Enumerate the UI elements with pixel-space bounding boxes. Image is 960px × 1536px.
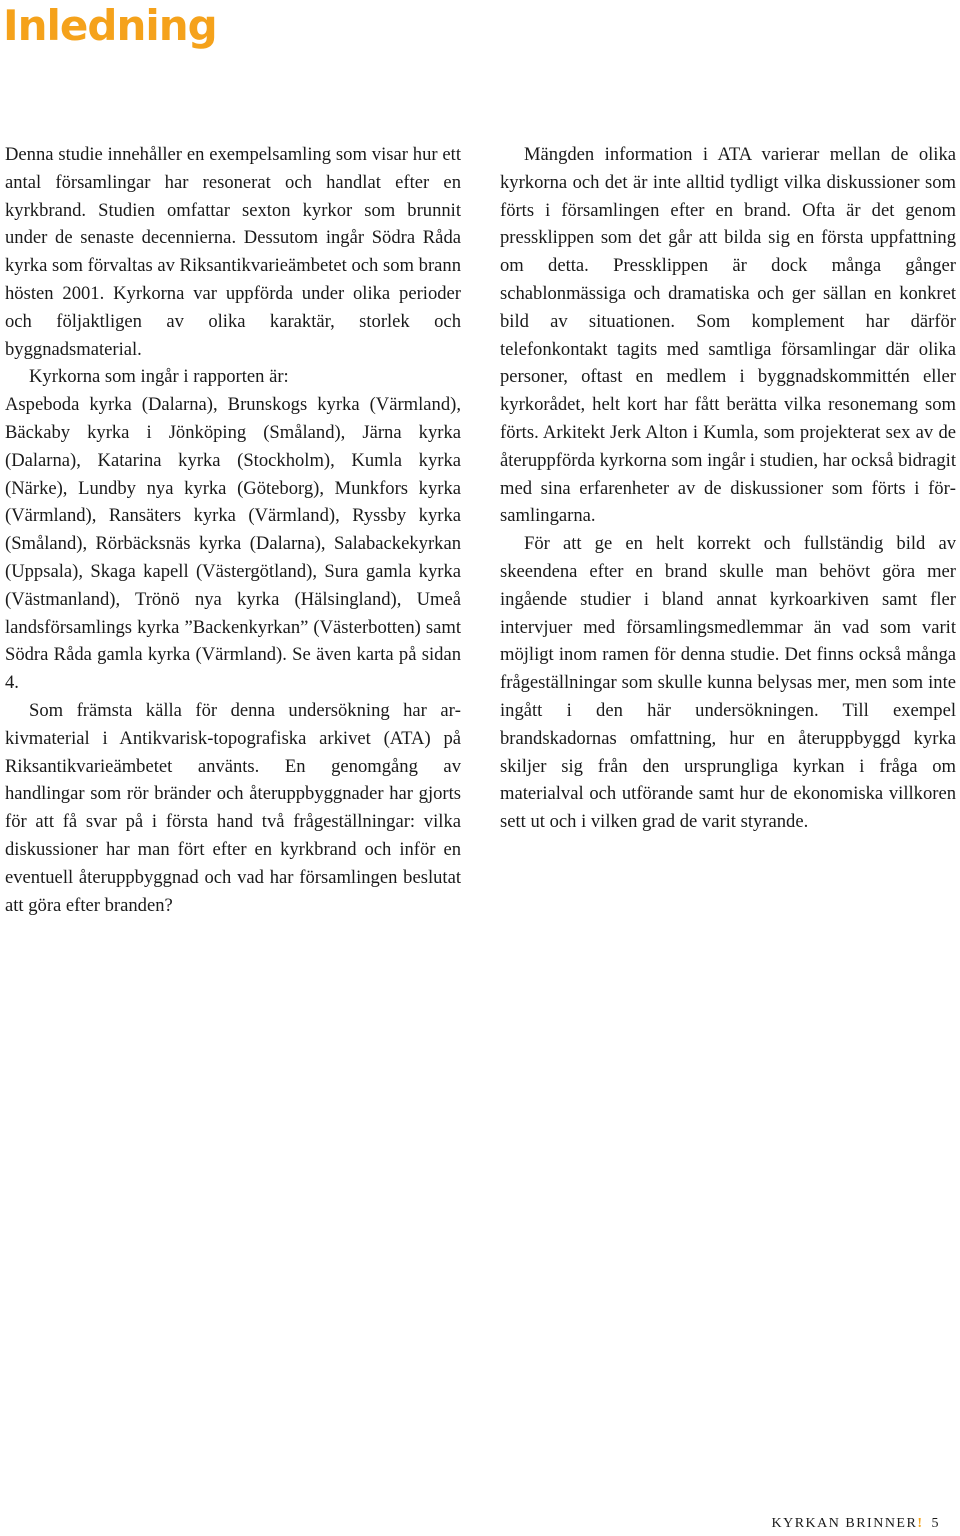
left-column [5, 141, 461, 919]
paragraph-information: Mängden information i ATA varierar mellan de olika kyrkorna och det är inte alltid tydligt vilka diskussioner som förts i församlingen efter en brand. Ofta är det genom pressklippen som det går att bilda sig en första uppfattning om detta. Pressklippen är dock många gånger schablonmässiga och dramatiska och ger sällan en konkret bild av situationen. Som komplement har därför telefonkontakt tagits med samtliga församlingar där olika personer, oftast en medlem i byggnadskommittén eller kyrkorådet, helt kort har fått berätta vilka resonemang som förts. Arkitekt Jerk Alton i Kumla, som projekterat sex av de återuppförda kyrkorna som ingår i studien, har också bidragit med sina erfarenheter av de diskussioner som förts i församlingarna. [500, 144, 956, 527]
paragraph-church-list: Aspeboda kyrka (Dalarna), Brunskogs kyrka (Värmland), Bäckaby kyrka i Jönköping (Småland), Järna kyrka (Dalarna), Katarina kyrka (Stockholm), Kumla kyrka (Närke), Lundby nya kyrka (Göteborg), Munkfors kyrka (Värmland), Ransäters kyrka (Värmland), Ryssby kyrka (Småland), Rörbäcksnäs kyrka (Dalarna), Salabackekyrkan (Uppsala), Skaga kapell (Västergötland), Sura gamla kyrka (Västmanland), Trönö nya kyrka (Hälsingland), Umeå landsförsamlings kyrka ”Backenkyrkan” (Västerbotten) samt Södra Råda gamla kyrka (Värmland). Se även karta på sidan 4. [5, 394, 461, 694]
page-number: 5 [931, 1516, 940, 1531]
running-title: KYRKAN BRINNER [771, 1516, 918, 1531]
running-title-exclamation: ! [917, 1516, 924, 1531]
page-footer [771, 1516, 940, 1532]
paragraph-sources: Som främsta källa för denna undersökning har arkivmaterial i Antikvarisk-topografiska arkivet (ATA) på Riksantikvarieämbetet använts. En genomgång av handlingar som rör bränder och återuppbyggnader har gjorts för att få svar på i första hand två frågeställningar: vilka diskussioner har man fört efter en kyrkbrand och inför en eventuell återuppbyggnad och vad har församlingen beslutat att göra efter branden? [5, 699, 461, 916]
paragraph-limitations: För att ge en helt korrekt och fullständig bild av skeendena efter en brand skulle man behövt göra mer ingående studier i bland annat kyrkoarkiven samt fler intervjuer med församlingsmedlemmar än vad som varit möjligt inom ramen för denna studie. Det finns också många frågeställningar som skulle kunna belysas mer, men som inte ingått i den här undersökningen. Till exempel brandskadornas omfattning, hur en återuppbyggd kyrka skiljer sig från den ursprungliga kyrkan i fråga om materialval och utförande samt hur de ekonomiska villkoren sett ut och i vilken grad de varit styrande. [500, 533, 956, 833]
paragraph-intro: Denna studie innehåller en exempelsamling som visar hur ett antal församlingar har resonerat och handlat efter en kyrkbrand. Studien omfattar sexton kyrkor som brunnit under de senaste decennierna. Dessutom ingår Södra Råda kyrka som förvaltas av Riksantikvarieämbetet och som brann hösten 2001. Kyrkorna var uppförda under olika perioder och följaktligen av olika karaktär, storlek och byggnadsmaterial. [5, 144, 461, 360]
paragraph-church-list-heading: Kyrkorna som ingår i rapporten är: [29, 366, 289, 388]
page-title: Inledning [3, 1, 217, 50]
right-column [500, 141, 956, 836]
